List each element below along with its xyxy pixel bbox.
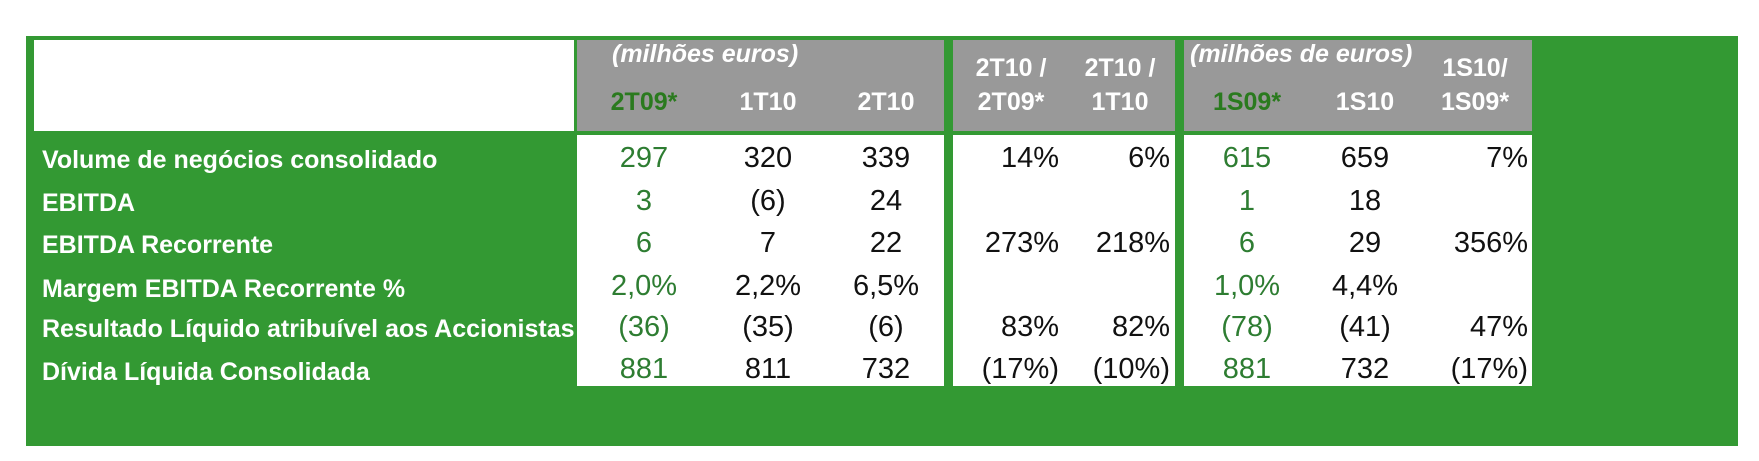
- cell-v2: 218%: [1095, 227, 1170, 259]
- cell-s2: 29: [1348, 227, 1382, 259]
- cell-s2: 659: [1340, 142, 1390, 174]
- col-header-var-1s10-1s09-line2: 1S09*: [1440, 88, 1510, 116]
- cell-s1: 881: [1222, 353, 1272, 385]
- cell-s1: 1,0%: [1213, 270, 1281, 302]
- cell-q1: 2,0%: [610, 270, 678, 302]
- cell-s2: 4,4%: [1331, 270, 1399, 302]
- col-header-var-2t10-1t10-line2: 1T10: [1091, 88, 1149, 116]
- row-label-margem-ebitda: Margem EBITDA Recorrente %: [42, 275, 406, 303]
- cell-q3: 339: [861, 142, 911, 174]
- col-header-1s09: 1S09*: [1212, 88, 1282, 116]
- header-corner: [34, 40, 574, 131]
- col-header-2t10: 2T10: [857, 88, 915, 116]
- cell-q1: (36): [618, 311, 670, 343]
- col-header-var-2t10-2t09-line1: 2T10 /: [975, 54, 1047, 82]
- cell-s2: (41): [1339, 311, 1391, 343]
- cell-v2: (10%): [1092, 353, 1170, 385]
- cell-vs: (17%): [1450, 353, 1528, 385]
- row-label-ebitda: EBITDA: [42, 189, 136, 217]
- cell-v1: 83%: [1000, 311, 1059, 343]
- unit-label-quarter: (milhões euros): [612, 40, 799, 68]
- cell-v1: 14%: [1000, 142, 1059, 174]
- cell-s2: 18: [1348, 185, 1382, 217]
- cell-vs: 7%: [1486, 142, 1528, 174]
- row-label-resultado-liquido: Resultado Líquido atribuível aos Accionistas: [42, 315, 575, 343]
- cell-q3: 22: [869, 227, 903, 259]
- col-header-var-1s10-1s09-line1: 1S10/: [1442, 54, 1508, 82]
- row-label-ebitda-recorrente: EBITDA Recorrente: [42, 231, 274, 259]
- cell-q2: 811: [744, 353, 792, 385]
- cell-q3: 24: [869, 185, 903, 217]
- cell-vs: 356%: [1453, 227, 1528, 259]
- col-header-1s10: 1S10: [1335, 88, 1395, 116]
- cell-q3: 6,5%: [852, 270, 920, 302]
- cell-q3: 732: [861, 353, 911, 385]
- row-label-volume-negocios: Volume de negócios consolidado: [42, 146, 438, 174]
- cell-q2: 2,2%: [734, 270, 802, 302]
- row-label-divida-liquida: Dívida Líquida Consolidada: [42, 358, 370, 386]
- cell-q1: 3: [635, 185, 653, 217]
- cell-q3: (6): [868, 311, 904, 343]
- cell-s1: 1: [1238, 185, 1256, 217]
- cell-v2: 82%: [1111, 311, 1170, 343]
- col-header-var-2t10-2t09-line2: 2T09*: [977, 88, 1045, 116]
- cell-s1: (78): [1221, 311, 1273, 343]
- col-header-1t10: 1T10: [739, 88, 797, 116]
- cell-s1: 615: [1222, 142, 1272, 174]
- cell-v2: 6%: [1128, 142, 1170, 174]
- col-header-var-2t10-1t10-line1: 2T10 /: [1084, 54, 1156, 82]
- cell-q1: 881: [619, 353, 669, 385]
- cell-q1: 297: [619, 142, 669, 174]
- cell-v1: 273%: [984, 227, 1059, 259]
- cell-q2: (6): [750, 185, 786, 217]
- col-header-2t09: 2T09*: [610, 88, 678, 116]
- cell-q1: 6: [635, 227, 653, 259]
- cell-s2: 732: [1340, 353, 1390, 385]
- cell-v1: (17%): [981, 353, 1059, 385]
- cell-q2: 320: [743, 142, 793, 174]
- cell-q2: (35): [742, 311, 794, 343]
- cell-q2: 7: [759, 227, 777, 259]
- cell-vs: 47%: [1469, 311, 1528, 343]
- unit-label-semester: (milhões de euros): [1190, 40, 1413, 68]
- cell-s1: 6: [1238, 227, 1256, 259]
